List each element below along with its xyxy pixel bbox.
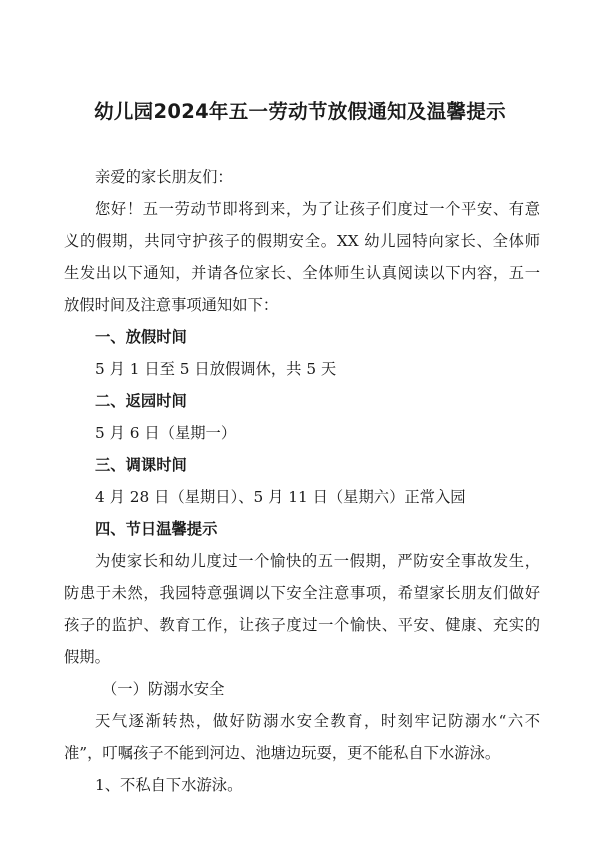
drowning-line-2: 准”，叮嘱孩子不能到河边、池塘边玩耍，更不能私自下水游泳。 bbox=[64, 744, 501, 762]
list-item-1: 1、不私自下水游泳。 bbox=[95, 776, 243, 794]
sub-heading-drowning-safety: （一）防溺水安全 bbox=[102, 680, 225, 698]
section-text-return-time: 5 月 6 日（星期一） bbox=[95, 424, 237, 442]
section-heading-return-time: 二、返园时间 bbox=[95, 392, 187, 410]
document-title: 幼儿园2024年五一劳动节放假通知及温馨提示 bbox=[94, 100, 506, 123]
drowning-line-1: 天气逐渐转热，做好防溺水安全教育，时刻牢记防溺水“六不 bbox=[95, 712, 540, 730]
tips-line-4: 假期。 bbox=[64, 648, 110, 666]
section-heading-holiday-time: 一、放假时间 bbox=[95, 328, 187, 346]
document-body bbox=[64, 161, 540, 801]
section-heading-class-adjustment: 三、调课时间 bbox=[95, 456, 187, 474]
greeting: 亲爱的家长朋友们： bbox=[95, 168, 233, 186]
section-text-holiday-time: 5 月 1 日至 5 日放假调休，共 5 天 bbox=[95, 360, 337, 378]
intro-line-2: 义的假期，共同守护孩子的假期安全。XX 幼儿园特向家长、全体师 bbox=[64, 232, 540, 250]
section-text-class-adjustment: 4 月 28 日（星期日）、5 月 11 日（星期六）正常入园 bbox=[95, 488, 466, 506]
intro-line-3: 生发出以下通知，并请各位家长、全体师生认真阅读以下内容，五一 bbox=[64, 264, 540, 282]
tips-line-2: 防患于未然，我园特意强调以下安全注意事项，希望家长朋友们做好 bbox=[64, 584, 540, 602]
tips-line-1: 为使家长和幼儿度过一个愉快的五一假期，严防安全事故发生， bbox=[95, 552, 540, 570]
intro-line-1: 您好！五一劳动节即将到来，为了让孩子们度过一个平安、有意 bbox=[95, 200, 540, 218]
intro-line-4: 放假时间及注意事项通知如下： bbox=[64, 296, 279, 314]
section-heading-holiday-tips: 四、节日温馨提示 bbox=[95, 520, 218, 538]
tips-line-3: 孩子的监护、教育工作，让孩子度过一个愉快、平安、健康、充实的 bbox=[64, 616, 540, 634]
